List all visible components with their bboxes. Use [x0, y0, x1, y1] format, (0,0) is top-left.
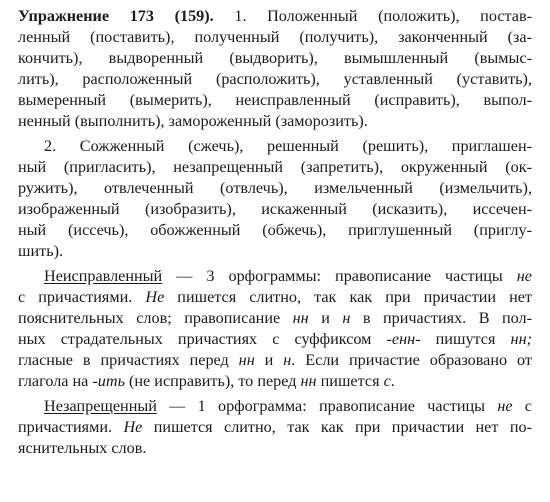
- text-line: изображенный (изобразить), искаженный (исказить), иссечен-: [18, 200, 532, 218]
- text-line: шить).: [18, 242, 64, 260]
- paragraph-analysis-neispravlenny: [18, 266, 532, 392]
- text-line: ружить), отвлеченный (отвлечь), измельченный (измельчить),: [18, 179, 532, 197]
- text-line: гласные в причастиях перед нн и н. Если причастие образовано от: [18, 351, 532, 369]
- paragraph-participles-2: [18, 136, 532, 262]
- text-line: ных страдательных причастиях с суффиксом -енн- пишутся нн;: [18, 330, 532, 348]
- text-line: ный (иссечь), обожженный (обжечь), приглушенный (приглу-: [18, 221, 532, 239]
- text-line: лить), расположенный (расположить), уставленный (уставить),: [18, 70, 532, 88]
- analyzed-word: Незапрещенный: [44, 397, 157, 415]
- text-line: ленный (поставить), полученный (получить), законченный (за-: [18, 28, 532, 46]
- text-line: пояснительных слов; правописание нн и н в причастиях. В пол-: [18, 309, 532, 327]
- text-line: с причастиями. Не пишется слитно, так как при причастии нет: [18, 288, 532, 306]
- text-line: Незапрещенный — 1 орфограмма: правописание частицы не с: [44, 397, 532, 415]
- text-line: ненный (выполнить), замороженный (заморозить).: [18, 112, 368, 130]
- text-line: причастиями. Не пишется слитно, так как при причастии нет по-: [18, 418, 532, 436]
- paragraph-participles-1: [18, 6, 532, 132]
- text-line: Неисправленный — 3 орфограммы: правописание частицы не: [44, 267, 532, 285]
- exercise-document: [18, 6, 532, 459]
- text-line: яснительных слов.: [18, 439, 147, 457]
- paragraph-analysis-nezapreshchenny: [18, 396, 532, 459]
- exercise-heading: Упражнение 173 (159).: [18, 7, 214, 25]
- text-line: глагола на -ить (не исправить), то перед нн пишется с.: [18, 372, 395, 390]
- text-line: 2. Сожженный (сжечь), решенный (решить), приглашен-: [44, 137, 532, 155]
- text-line: кончить), выдворенный (выдворить), вымышленный (вымыс-: [18, 49, 532, 67]
- text-line: Упражнение 173 (159). 1. Положенный (положить), постав-: [18, 7, 533, 25]
- text-line: ный (пригласить), незапрещенный (запретить), окруженный (ок-: [18, 158, 532, 176]
- text-line: вымеренный (вымерить), неисправленный (исправить), выпол-: [18, 91, 532, 109]
- analyzed-word: Неисправленный: [44, 267, 163, 285]
